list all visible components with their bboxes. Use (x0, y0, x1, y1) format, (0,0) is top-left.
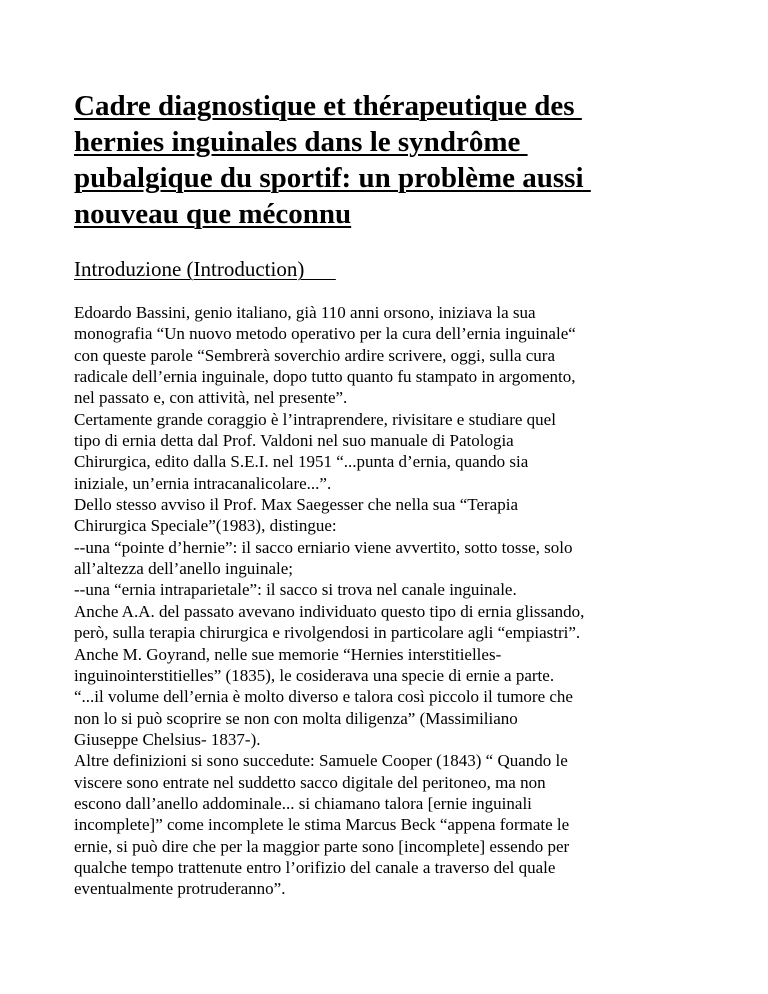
body-line: incomplete]” come incomplete le stima Marcus Beck “appena formate le (74, 815, 570, 835)
document-title (74, 88, 714, 232)
body-line: Anche A.A. del passato avevano individuato questo tipo di ernia glissando, (74, 601, 585, 621)
body-line: Anche M. Goyrand, nelle sue memorie “Hernies interstitielles- (74, 644, 502, 664)
body-line: qualche tempo trattenute entro l’orifizio del canale a traverso del quale (74, 857, 556, 877)
body-line: viscere sono entrate nel suddetto sacco digitale del peritoneo, ma non (74, 772, 546, 792)
body-line: iniziale, un’ernia intracanalicolare...”. (74, 473, 332, 493)
body-line: eventualmente protruderanno”. (74, 879, 286, 899)
title-line: hernies inguinales dans le syndrôme (74, 126, 528, 158)
body-line: però, sulla terapia chirurgica e rivolgendosi in particolare agli “empiastri”. (74, 623, 581, 643)
body-line: --una “ernia intraparietale”: il sacco si trova nel canale inguinale. (74, 580, 517, 600)
title-line: Cadre diagnostique et thérapeutique des (74, 90, 582, 122)
body-line: con queste parole “Sembrerà soverchio ardire scrivere, oggi, sulla cura (74, 345, 555, 365)
body-line: all’altezza dell’anello inguinale; (74, 559, 293, 579)
title-line: nouveau que méconnu (74, 198, 352, 230)
body-line: --una “pointe d’hernie”: il sacco erniario viene avvertito, sotto tosse, solo (74, 537, 573, 557)
body-paragraphs (74, 302, 714, 900)
body-line: ernie, si può dire che per la maggior parte sono [incomplete] essendo per (74, 836, 570, 856)
body-line: Giuseppe Chelsius- 1837-). (74, 729, 261, 749)
section-heading-introduction: Introduzione (Introduction) (74, 257, 336, 281)
body-line: monografia “Un nuovo metodo operativo per la cura dell’ernia inguinale“ (74, 324, 576, 344)
body-line: inguinointerstitielles” (1835), le cosiderava una specie di ernie a parte. (74, 665, 555, 685)
body-line: Certamente grande coraggio è l’intraprendere, rivisitare e studiare quel (74, 409, 556, 429)
body-line: escono dall’anello addominale... si chiamano talora [ernie inguinali (74, 793, 532, 813)
title-line: pubalgique du sportif: un problème aussi (74, 162, 591, 194)
body-line: Altre definizioni si sono succedute: Samuele Cooper (1843) “ Quando le (74, 751, 568, 771)
body-line: Dello stesso avviso il Prof. Max Saegesser che nella sua “Terapia (74, 495, 518, 515)
body-line: nel passato e, con attività, nel presente”. (74, 388, 348, 408)
body-line: Edoardo Bassini, genio italiano, già 110 anni orsono, iniziava la sua (74, 303, 536, 322)
body-line: Chirurgica Speciale”(1983), distingue: (74, 516, 337, 536)
body-line: Chirurgica, edito dalla S.E.I. nel 1951 “...punta d’ernia, quando sia (74, 452, 529, 472)
body-line: radicale dell’ernia inguinale, dopo tutto quanto fu stampato in argomento, (74, 367, 576, 387)
body-line: tipo di ernia detta dal Prof. Valdoni nel suo manuale di Patologia (74, 431, 514, 451)
body-line: non lo si può scoprire se non con molta diligenza” (Massimiliano (74, 708, 518, 728)
body-line: “...il volume dell’ernia è molto diverso e talora così piccolo il tumore che (74, 687, 573, 707)
